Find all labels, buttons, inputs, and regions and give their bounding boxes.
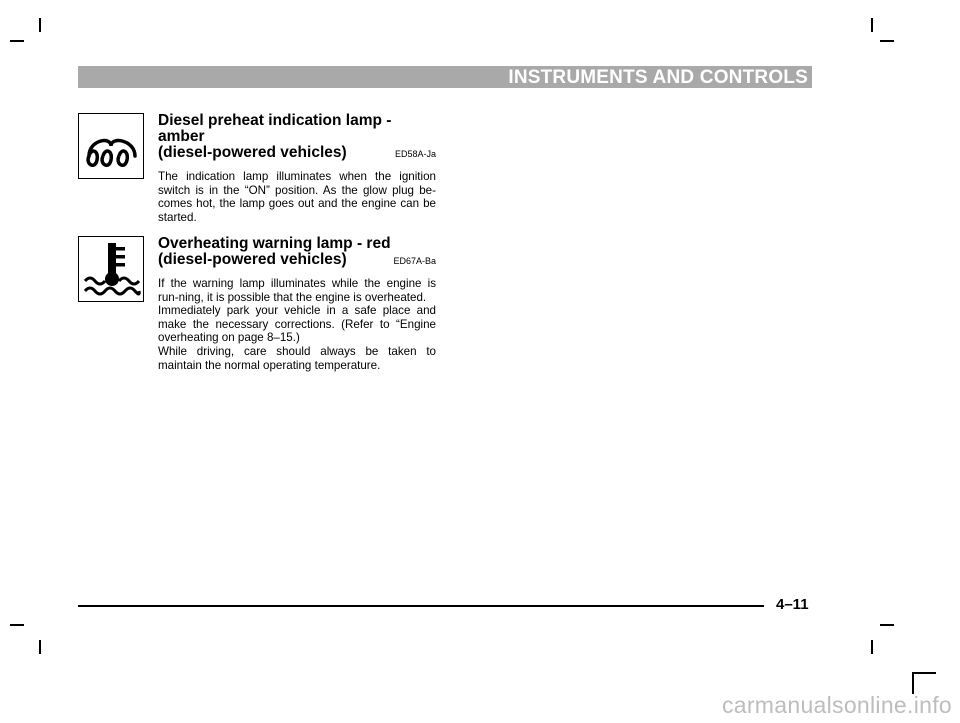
glow-plug-icon (78, 113, 144, 179)
reference-code: ED67A-Ba (393, 256, 436, 266)
crop-mark (880, 624, 894, 626)
crop-mark (39, 18, 41, 32)
paragraph: While driving, care should always be taken to maintain the normal operating temperature. (158, 344, 436, 372)
crop-mark (10, 624, 24, 626)
section-subtitle: (diesel-powered vehicles) (158, 144, 347, 161)
diesel-preheat-section (158, 113, 436, 224)
section-body (158, 277, 436, 372)
section-subtitle: (diesel-powered vehicles) (158, 251, 347, 268)
overheating-warning-section (158, 236, 436, 372)
footer-rule (78, 605, 764, 607)
corner-mark (912, 672, 914, 694)
coolant-temperature-icon (78, 236, 144, 302)
section-header-title: INSTRUMENTS AND CONTROLS (508, 67, 808, 88)
paragraph: Immediately park your vehicle in a safe place and make the necessary corrections. (Refer to “Engine overheating on page 8–15.) (158, 304, 436, 345)
corner-mark (912, 672, 936, 674)
section-title: Overheating warning lamp - red (158, 235, 391, 252)
crop-mark (880, 40, 894, 42)
crop-mark (871, 640, 873, 654)
crop-mark (39, 640, 41, 654)
section-title: Diesel preheat indication lamp - amber (158, 112, 392, 145)
section-header-bar (78, 66, 812, 88)
paragraph: If the warning lamp illuminates while the engine is run-ning, it is possible that the engine is overheated. (158, 277, 436, 304)
reference-code: ED58A-Ja (394, 149, 436, 159)
crop-mark (10, 40, 24, 42)
watermark: carmanualsonline.info (721, 692, 952, 718)
paragraph: The indication lamp illuminates when the ignition switch is in the “ON” position. As the glow plug be-comes hot, the lamp goes out and the engine can be started. (158, 170, 436, 224)
crop-mark (871, 18, 873, 32)
page-number: 4–11 (776, 596, 809, 613)
section-body (158, 170, 436, 224)
